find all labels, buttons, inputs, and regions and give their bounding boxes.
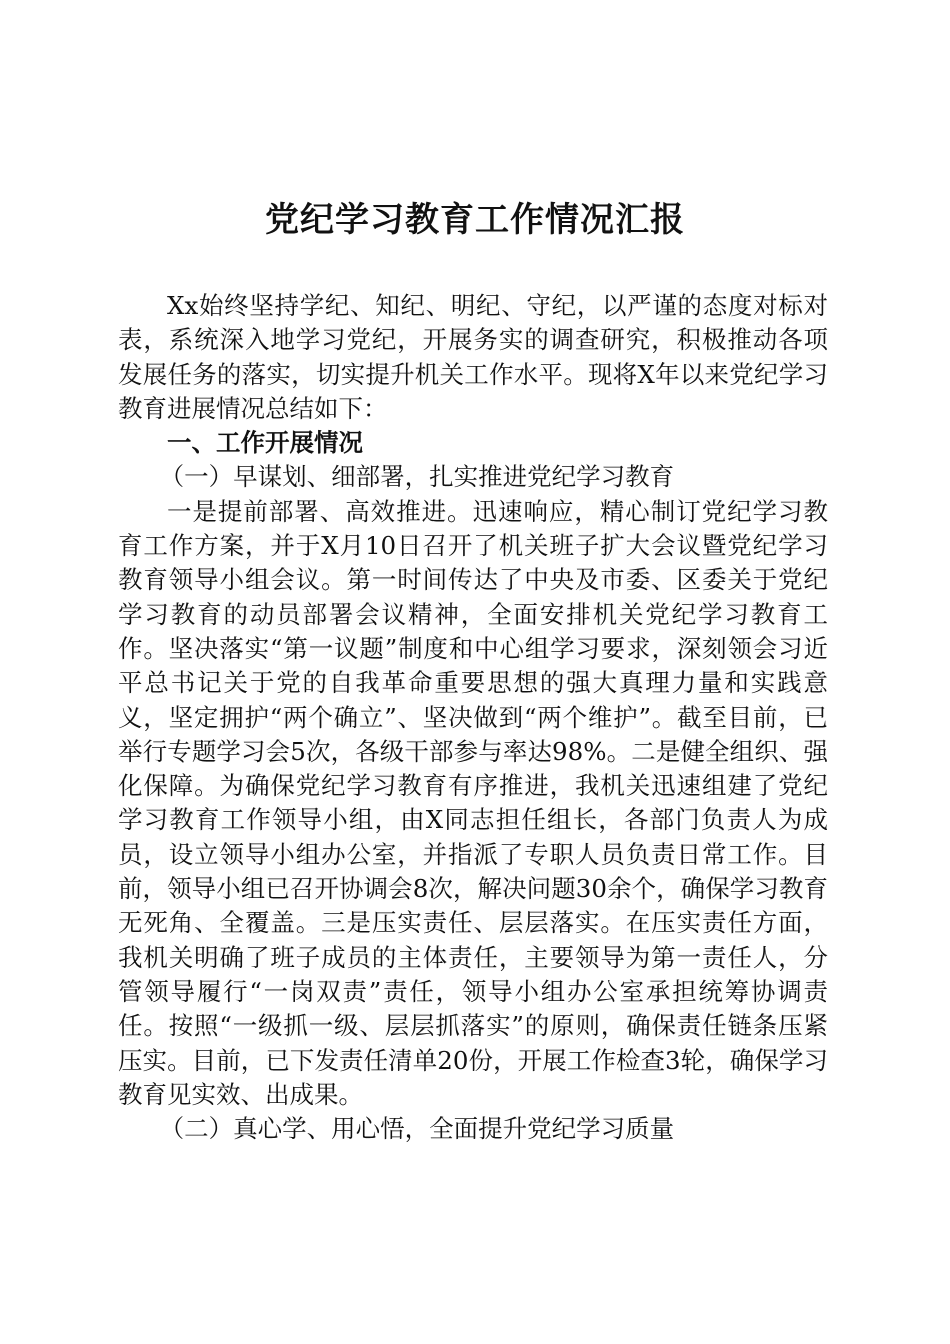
document-title: 党纪学习教育工作情况汇报 bbox=[265, 200, 685, 240]
intro-paragraph: Xx始终坚持学纪、知纪、明纪、守纪，以严谨的态度对标对表，系统深入地学习党纪，开展务实的调查研究，积极推动各项发展任务的落实，切实提升机关工作水平。现将X年以来党纪学习教育进展情况总结如下： bbox=[118, 291, 828, 423]
subsection-heading-2: （二）真心学、用心悟，全面提升党纪学习质量 bbox=[159, 1114, 675, 1144]
document-body bbox=[118, 289, 828, 1146]
body-paragraph-1: 一是提前部署、高效推进。迅速响应，精心制订党纪学习教育工作方案，并于X月10日召开了机关班子扩大会议暨党纪学习教育领导小组会议。第一时间传达了中央及市委、区委关于党纪学习教育的动员部署会议精神，全面安排机关党纪学习教育工作。坚决落实“第一议题”制度和中心组学习要求，深刻领会习近平总书记关于党的自我革命重要思想的强大真理力量和实践意义，坚定拥护“两个确立”、坚决做到“两个维护”。截至目前，已举行专题学习会5次，各级干部参与率达98%。二是健全组织、强化保障。为确保党纪学习教育有序推进，我机关迅速组建了党纪学习教育工作领导小组，由X同志担任组长，各部门负责人为成员，设立领导小组办公室，并指派了专职人员负责日常工作。目前，领导小组已召开协调会8次，解决问题30余个，确保学习教育无死角、全覆盖。三是压实责任、层层落实。在压实责任方面，我机关明确了班子成员的主体责任，主要领导为第一责任人，分管领导履行“一岗双责”责任，领导小组办公室承担统筹协调责任。按照“一级抓一级、层层抓落实”的原则，确保责任链条压紧压实。目前，已下发责任清单20份，开展工作检查3轮，确保学习教育见实效、出成果。 bbox=[118, 496, 828, 1109]
section-heading-1: 一、工作开展情况 bbox=[167, 428, 363, 458]
subsection-heading-1: （一）早谋划、细部署，扎实推进党纪学习教育 bbox=[159, 462, 675, 492]
